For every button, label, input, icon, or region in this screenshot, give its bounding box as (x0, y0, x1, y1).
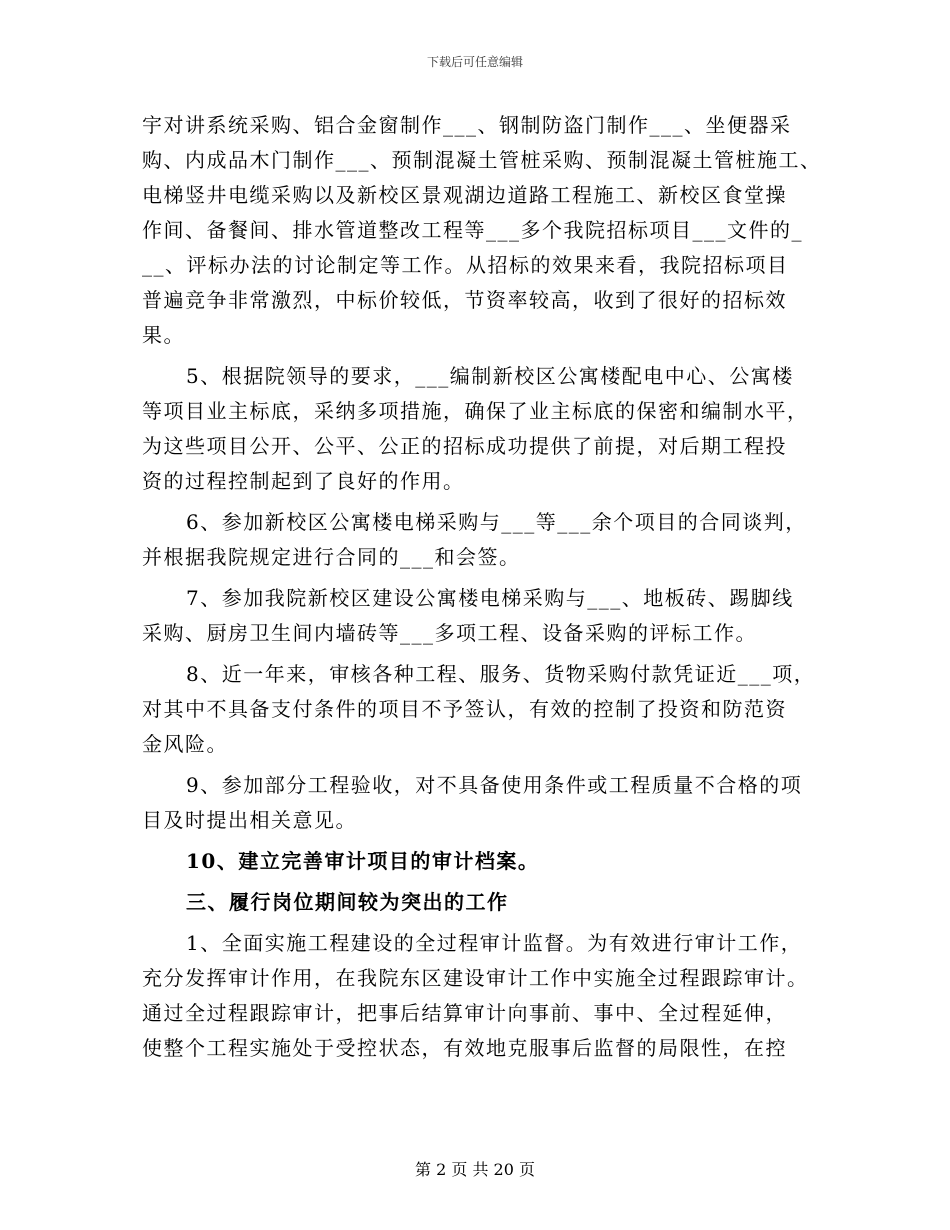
text-line: 9、参加部分工程验收，对不具备使用条件或工程质量不合格的项 (186, 773, 803, 797)
paragraph-section-item-1 (142, 926, 822, 1066)
text-line: 充分发挥审计作用，在我院东区建设审计工作中实施全过程跟踪审计。 (142, 966, 809, 990)
section-heading-text: 三、履行岗位期间较为突出的工作 (186, 890, 509, 914)
text-line: 电梯竖井电缆采购以及新校区景观湖边道路工程施工、新校区食堂操 (142, 183, 787, 207)
page-header: 下载后可任意编辑 (426, 55, 523, 69)
section-heading (142, 885, 822, 920)
text-line: 等项目业主标底，采纳多项措施，确保了业主标底的保密和编制水平， (142, 399, 809, 423)
document-body (142, 108, 822, 1066)
text-line: 7、参加我院新校区建设公寓楼电梯采购与___、地板砖、踢脚线 (186, 586, 794, 610)
text-line: 5、根据院领导的要求，___编制新校区公寓楼配电中心、公寓楼 (186, 364, 794, 388)
text-line: 资的过程控制起到了良好的作用。 (142, 469, 465, 493)
text-line: 采购、厨房卫生间内墙砖等___多项工程、设备采购的评标工作。 (142, 621, 757, 645)
text-line: 普遍竞争非常激烈，中标价较低，节资率较高，收到了很好的招标效 (142, 288, 787, 312)
text-line: 宇对讲系统采购、铝合金窗制作___、钢制防盗门制作___、坐便器采 (142, 113, 792, 137)
paragraph-item-10 (142, 844, 822, 879)
text-line: 1、全面实施工程建设的全过程审计监督。为有效进行审计工作， (186, 931, 803, 955)
text-line: 为这些项目公开、公平、公正的招标成功提供了前提，对后期工程投 (142, 434, 787, 458)
text-line: 金风险。 (142, 732, 228, 756)
text-line: 对其中不具备支付条件的项目不予签认，有效的控制了投资和防范资 (142, 697, 787, 721)
text-line: 使整个工程实施处于受控状态，有效地克服事后监督的局限性，在控 (142, 1036, 787, 1060)
paragraph-item-9 (142, 768, 822, 838)
paragraph-item-5 (142, 359, 822, 499)
text-line: 目及时提出相关意见。 (142, 808, 357, 832)
text-line: 购、内成品木门制作___、预制混凝土管桩采购、预制混凝土管桩施工、 (142, 148, 822, 172)
text-line: 果。 (142, 323, 185, 347)
paragraph-item-7 (142, 581, 822, 651)
paragraph-continuation (142, 108, 822, 353)
paragraph-item-6 (142, 505, 822, 575)
text-line: __、评标办法的讨论制定等工作。从招标的效果来看，我院招标项目 (142, 253, 789, 277)
text-line: 作间、备餐间、排水管道整改工程等___多个我院招标项目___文件的_ (142, 218, 803, 242)
text-line: 6、参加新校区公寓楼电梯采购与___等___余个项目的合同谈判， (186, 510, 807, 534)
text-line: 8、近一年来，审核各种工程、服务、货物采购付款凭证近___项， (186, 662, 816, 686)
paragraph-item-8 (142, 657, 822, 762)
page-footer: 第 2 页 共 20 页 (415, 1160, 535, 1179)
bold-text-line: 10、建立完善审计项目的审计档案。 (186, 849, 540, 873)
text-line: 并根据我院规定进行合同的___和会签。 (142, 545, 521, 569)
text-line: 通过全过程跟踪审计，把事后结算审计向事前、事中、全过程延伸， (142, 1001, 787, 1025)
